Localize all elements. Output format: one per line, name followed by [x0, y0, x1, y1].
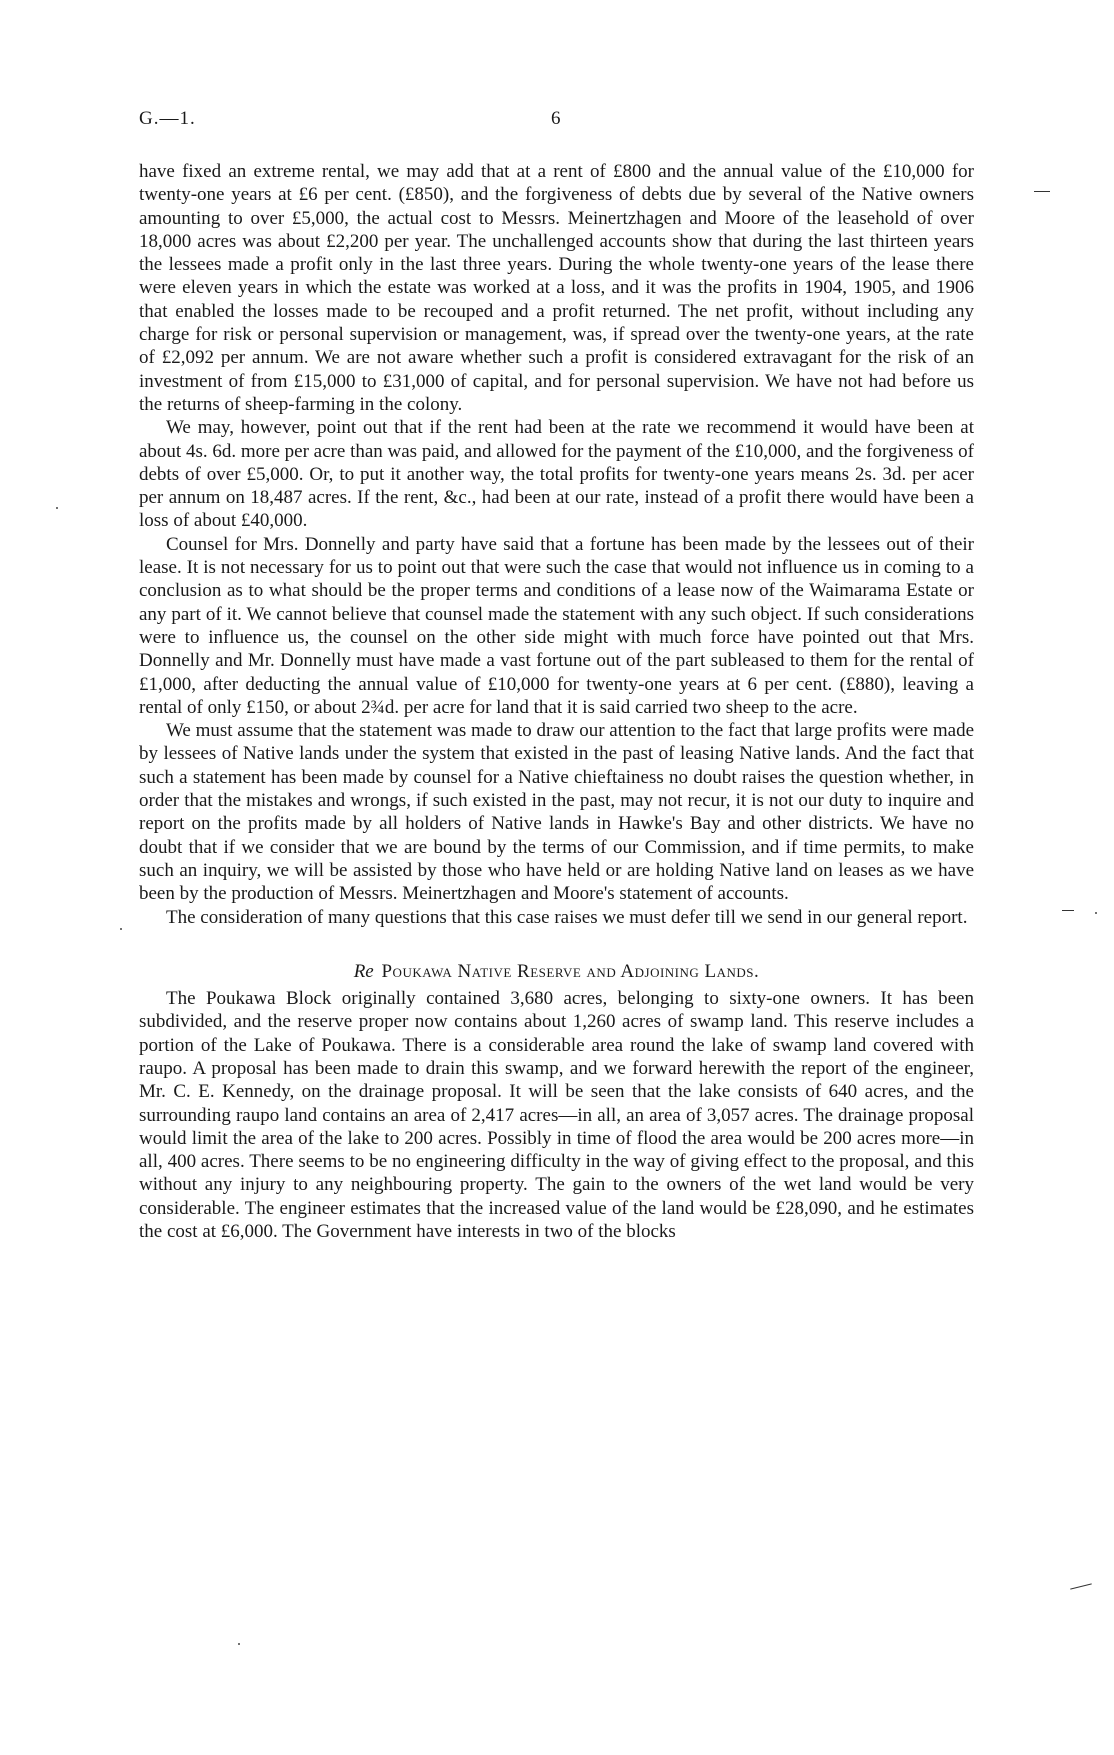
scan-speck [56, 507, 58, 509]
section-heading-prefix: Re [353, 960, 374, 982]
scan-speck [1095, 912, 1097, 914]
page-header [139, 108, 974, 138]
document-body [139, 160, 974, 1243]
margin-mark [1062, 910, 1074, 911]
paragraph: The Poukawa Block originally contained 3,680 acres, belonging to sixty-one owners. It has been subdivided, and the reserve proper now contains about 1,260 acres of swamp land. This reserve includes a portion of the Lake of Poukawa. There is a considerable area round the lake of swamp land covered with raupo. A proposal has been made to drain this swamp, and we forward herewith the report of the engineer, Mr. C. E. Kennedy, on the drainage proposal. It will be seen that the lake consists of 640 acres, and the surrounding raupo land contains an area of 2,417 acres—in all, an area of 3,057 acres. The drainage proposal would limit the area of the lake to 200 acres. Possibly in time of flood the area would be 200 acres more—in all, 400 acres. There seems to be no engineering difficulty in the way of giving effect to the proposal, and this without any injury to any neighbouring property. The gain to the owners of the wet land would be very considerable. The engineer estimates that the increased value of the land would be £28,090, and he estimates the cost at £6,000. The Government have interests in two of the blocks [139, 988, 974, 1243]
paragraph: Counsel for Mrs. Donnelly and party have said that a fortune has been made by the lessees out of their lease. It is not necessary for us to point out that were such the case that would not influence us in coming to a conclusion as to what should be the proper terms and conditions of a lease now of the Waimarama Estate or any part of it. We cannot believe that counsel made the statement with any such object. If such considerations were to influence us, the counsel on the other side might with much force have pointed out that Mrs. Donnelly and Mr. Donnelly must have made a vast fortune out of the part subleased to them for the rental of £1,000, after deducting the annual value of £10,000 for twenty-one years at 6 per cent. (£880), leaving a rental of only £150, or about 2¾d. per acre for land that it is said carried two sheep to the acre. [139, 533, 974, 718]
section-heading-title: Poukawa Native Reserve and Adjoining Lands. [381, 960, 760, 982]
paragraph: We may, however, point out that if the rent had been at the rate we recommend it would have been at about 4s. 6d. more per acre than was paid, and allowed for the payment of the £10,000, and the forgiveness of debts of over £5,000. Or, to put it another way, the total profits for twenty-one years means 2s. 3d. per acer per annum on 18,487 acres. If the rent, &c., had been at our rate, instead of a profit there would have been a loss of about £40,000. [139, 417, 974, 532]
paragraph: The consideration of many questions that this case raises we must defer till we send in our general report. [166, 906, 968, 928]
paragraph: We must assume that the statement was made to draw our attention to the fact that large profits were made by lessees of Native lands under the system that existed in the past of leasing Native lands. And the fact that such a statement has been made by counsel for a Native chieftainess no doubt raises the question whether, in order that the mistakes and wrongs, if such existed in the past, may not recur, it is not our duty to inquire and report on the profits made by all holders of Native lands in Hawke's Bay and other districts. We have no doubt that if we consider that we are bound by the terms of our Commission, and if time permits, to make such an inquiry, we will be assisted by those who have held or are holding Native land on leases as we have been by the production of Messrs. Meinertzhagen and Moore's statement of accounts. [139, 720, 975, 905]
margin-mark [1034, 191, 1050, 192]
page-number: 6 [551, 108, 561, 129]
scan-speck [238, 1643, 240, 1645]
section-heading [139, 960, 974, 983]
paragraph: have fixed an extreme rental, we may add that at a rent of £800 and the annual value of the £10,000 for twenty-one years at £6 per cent. (£850), and the forgiveness of debts due by several of the Native owners amounting to over £5,000, the actual cost to Messrs. Meinertzhagen and Moore of the leasehold of over 18,000 acres was about £2,200 per year. The unchallenged accounts show that during the last thirteen years the lessees made a profit only in the last three years. During the whole twenty-one years of the lease there were eleven years in which the estate was worked at a loss, and it was the profits in 1904, 1905, and 1906 that enabled the losses made to be recouped and a profit returned. The net profit, without including any charge for risk or personal supervision or management, was, if spread over the twenty-one years, at the rate of £2,092 per annum. We are not aware whether such a profit is considered extravagant for the risk of an investment of from £15,000 to £31,000 of capital, and for personal supervision. We have not had before us the returns of sheep-farming in the colony. [139, 161, 974, 415]
scan-speck [120, 928, 122, 930]
margin-mark [1070, 1583, 1092, 1589]
page-code: G.—1. [139, 108, 196, 129]
